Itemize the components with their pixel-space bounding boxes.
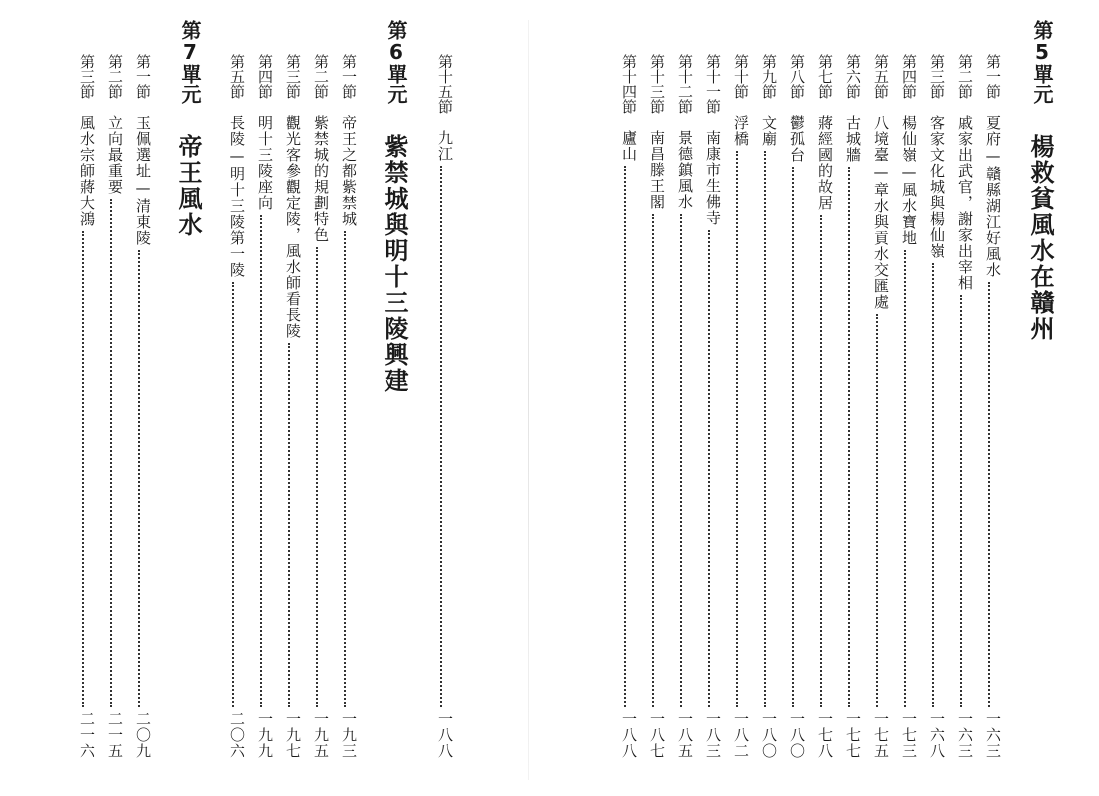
section-label: 第十四節 xyxy=(620,54,638,114)
section-title: 立向最重要 xyxy=(106,115,124,195)
unit-7-title: 帝王風水 xyxy=(174,134,202,238)
toc-entry[interactable] xyxy=(278,54,300,759)
page-number: 一八七 xyxy=(648,711,666,759)
toc-entry[interactable] xyxy=(128,54,150,759)
dot-leader xyxy=(960,295,962,707)
page-number: 一八五 xyxy=(676,711,694,759)
section-title: 浮橋 xyxy=(732,115,750,147)
dot-leader xyxy=(904,250,906,707)
toc-entry[interactable] xyxy=(894,54,916,759)
section-title: 玉佩選址—清東陵 xyxy=(134,115,152,246)
dot-leader xyxy=(820,215,822,707)
dot-leader xyxy=(988,282,990,707)
page-number: 一九九 xyxy=(256,711,274,759)
dot-leader xyxy=(138,250,140,707)
dot-leader xyxy=(344,231,346,707)
page-number: 一六三 xyxy=(984,711,1002,759)
section-label: 第一節 xyxy=(984,54,1002,99)
toc-entry[interactable] xyxy=(100,54,122,759)
dot-leader xyxy=(110,199,112,707)
section-label: 第九節 xyxy=(760,54,778,99)
toc-entry[interactable] xyxy=(754,54,776,759)
dot-leader xyxy=(736,151,738,707)
section-label: 第三節 xyxy=(928,54,946,99)
unit-5-heading xyxy=(1018,20,1052,342)
toc-entry[interactable] xyxy=(642,54,664,759)
section-title: 客家文化城與楊仙嶺 xyxy=(928,115,946,259)
page-number: 一九七 xyxy=(284,711,302,759)
section-label: 第五節 xyxy=(228,54,246,99)
dot-leader xyxy=(792,167,794,707)
section-label: 第一節 xyxy=(134,54,152,99)
section-label: 第八節 xyxy=(788,54,806,99)
toc-entry[interactable] xyxy=(810,54,832,759)
section-label: 第二節 xyxy=(956,54,974,99)
page-number: 一八〇 xyxy=(788,711,806,759)
dot-leader xyxy=(440,166,442,707)
dot-leader xyxy=(932,263,934,707)
section-label: 第十三節 xyxy=(648,54,666,114)
section-label: 第三節 xyxy=(284,54,302,99)
dot-leader xyxy=(764,151,766,707)
dot-leader xyxy=(82,231,84,707)
page-number: 一七三 xyxy=(900,711,918,759)
section-title: 九江 xyxy=(436,130,454,162)
section-title: 夏府—贛縣湖江好風水 xyxy=(984,115,1002,278)
section-title: 觀光客參觀定陵，風水師看長陵 xyxy=(284,115,302,339)
toc-entry[interactable] xyxy=(866,54,888,759)
page-number: 一九五 xyxy=(312,711,330,759)
unit-5-label: 第5單元 xyxy=(1030,20,1054,104)
page-number: 二一五 xyxy=(106,711,124,759)
section-title: 楊仙嶺—風水寶地 xyxy=(900,115,918,246)
toc-entry[interactable] xyxy=(838,54,860,759)
page-number: 一六三 xyxy=(956,711,974,759)
page-number: 二一六 xyxy=(78,711,96,759)
section-title: 景德鎮風水 xyxy=(676,130,694,210)
section-label: 第六節 xyxy=(844,54,862,99)
section-label: 第十二節 xyxy=(676,54,694,114)
dot-leader xyxy=(316,247,318,707)
page-number: 一六八 xyxy=(928,711,946,759)
toc-entry[interactable] xyxy=(222,54,244,759)
toc-entry[interactable] xyxy=(72,54,94,759)
section-label: 第二節 xyxy=(312,54,330,99)
section-label: 第七節 xyxy=(816,54,834,99)
section-title: 古城牆 xyxy=(844,115,862,163)
section-title: 文廟 xyxy=(760,115,778,147)
section-title: 南康市生佛寺 xyxy=(704,130,722,226)
toc-entry[interactable] xyxy=(334,54,356,759)
section-title: 鬱孤台 xyxy=(788,115,806,163)
page-number: 一七五 xyxy=(872,711,890,759)
section-title: 長陵—明十三陵第一陵 xyxy=(228,115,246,278)
toc-entry[interactable] xyxy=(430,54,452,759)
section-title: 南昌滕王閣 xyxy=(648,130,666,210)
toc-entry[interactable] xyxy=(978,54,1000,759)
page-number: 一八八 xyxy=(436,711,454,759)
dot-leader xyxy=(260,215,262,707)
toc-entry[interactable] xyxy=(250,54,272,759)
toc-entry[interactable] xyxy=(698,54,720,759)
dot-leader xyxy=(232,282,234,707)
section-label: 第三節 xyxy=(78,54,96,99)
toc-entry[interactable] xyxy=(306,54,328,759)
unit-6-heading xyxy=(372,20,406,394)
page-number: 二〇九 xyxy=(134,711,152,759)
unit-7-label: 第7單元 xyxy=(178,20,202,104)
page-gutter xyxy=(528,20,529,780)
page-number: 一八二 xyxy=(732,711,750,759)
dot-leader xyxy=(680,214,682,707)
section-label: 第二節 xyxy=(106,54,124,99)
section-label: 第四節 xyxy=(900,54,918,99)
toc-entry[interactable] xyxy=(922,54,944,759)
page-number: 一九三 xyxy=(340,711,358,759)
page-number: 一八三 xyxy=(704,711,722,759)
section-label: 第十一節 xyxy=(704,54,722,114)
unit-6-label: 第6單元 xyxy=(384,20,408,104)
page-number: 一七七 xyxy=(844,711,862,759)
toc-entry[interactable] xyxy=(670,54,692,759)
unit-6-title: 紫禁城與明十三陵興建 xyxy=(380,134,408,394)
section-title: 紫禁城的規劃特色 xyxy=(312,115,330,243)
section-label: 第四節 xyxy=(256,54,274,99)
section-label: 第一節 xyxy=(340,54,358,99)
toc-entry[interactable] xyxy=(726,54,748,759)
dot-leader xyxy=(848,167,850,707)
section-title: 蔣經國的故居 xyxy=(816,115,834,211)
toc-entry[interactable] xyxy=(614,54,636,759)
dot-leader xyxy=(652,214,654,707)
dot-leader xyxy=(876,314,878,707)
section-label: 第十五節 xyxy=(436,54,454,114)
page-number: 一八〇 xyxy=(760,711,778,759)
section-title: 戚家出武官，謝家出宰相 xyxy=(956,115,974,291)
page-number: 一七八 xyxy=(816,711,834,759)
section-title: 明十三陵座向 xyxy=(256,115,274,211)
section-title: 廬山 xyxy=(620,130,638,162)
toc-entry[interactable] xyxy=(782,54,804,759)
unit-7-heading xyxy=(166,20,200,238)
dot-leader xyxy=(708,230,710,707)
unit-5-title: 楊救貧風水在贛州 xyxy=(1026,134,1054,342)
section-label: 第十節 xyxy=(732,54,750,99)
section-label: 第五節 xyxy=(872,54,890,99)
section-title: 八境臺—章水與貢水交匯處 xyxy=(872,115,890,310)
page-number: 二〇六 xyxy=(228,711,246,759)
page-number: 一八八 xyxy=(620,711,638,759)
dot-leader xyxy=(288,343,290,707)
section-title: 風水宗師蔣大鴻 xyxy=(78,115,96,227)
dot-leader xyxy=(624,166,626,707)
section-title: 帝王之都紫禁城 xyxy=(340,115,358,227)
toc-entry[interactable] xyxy=(950,54,972,759)
